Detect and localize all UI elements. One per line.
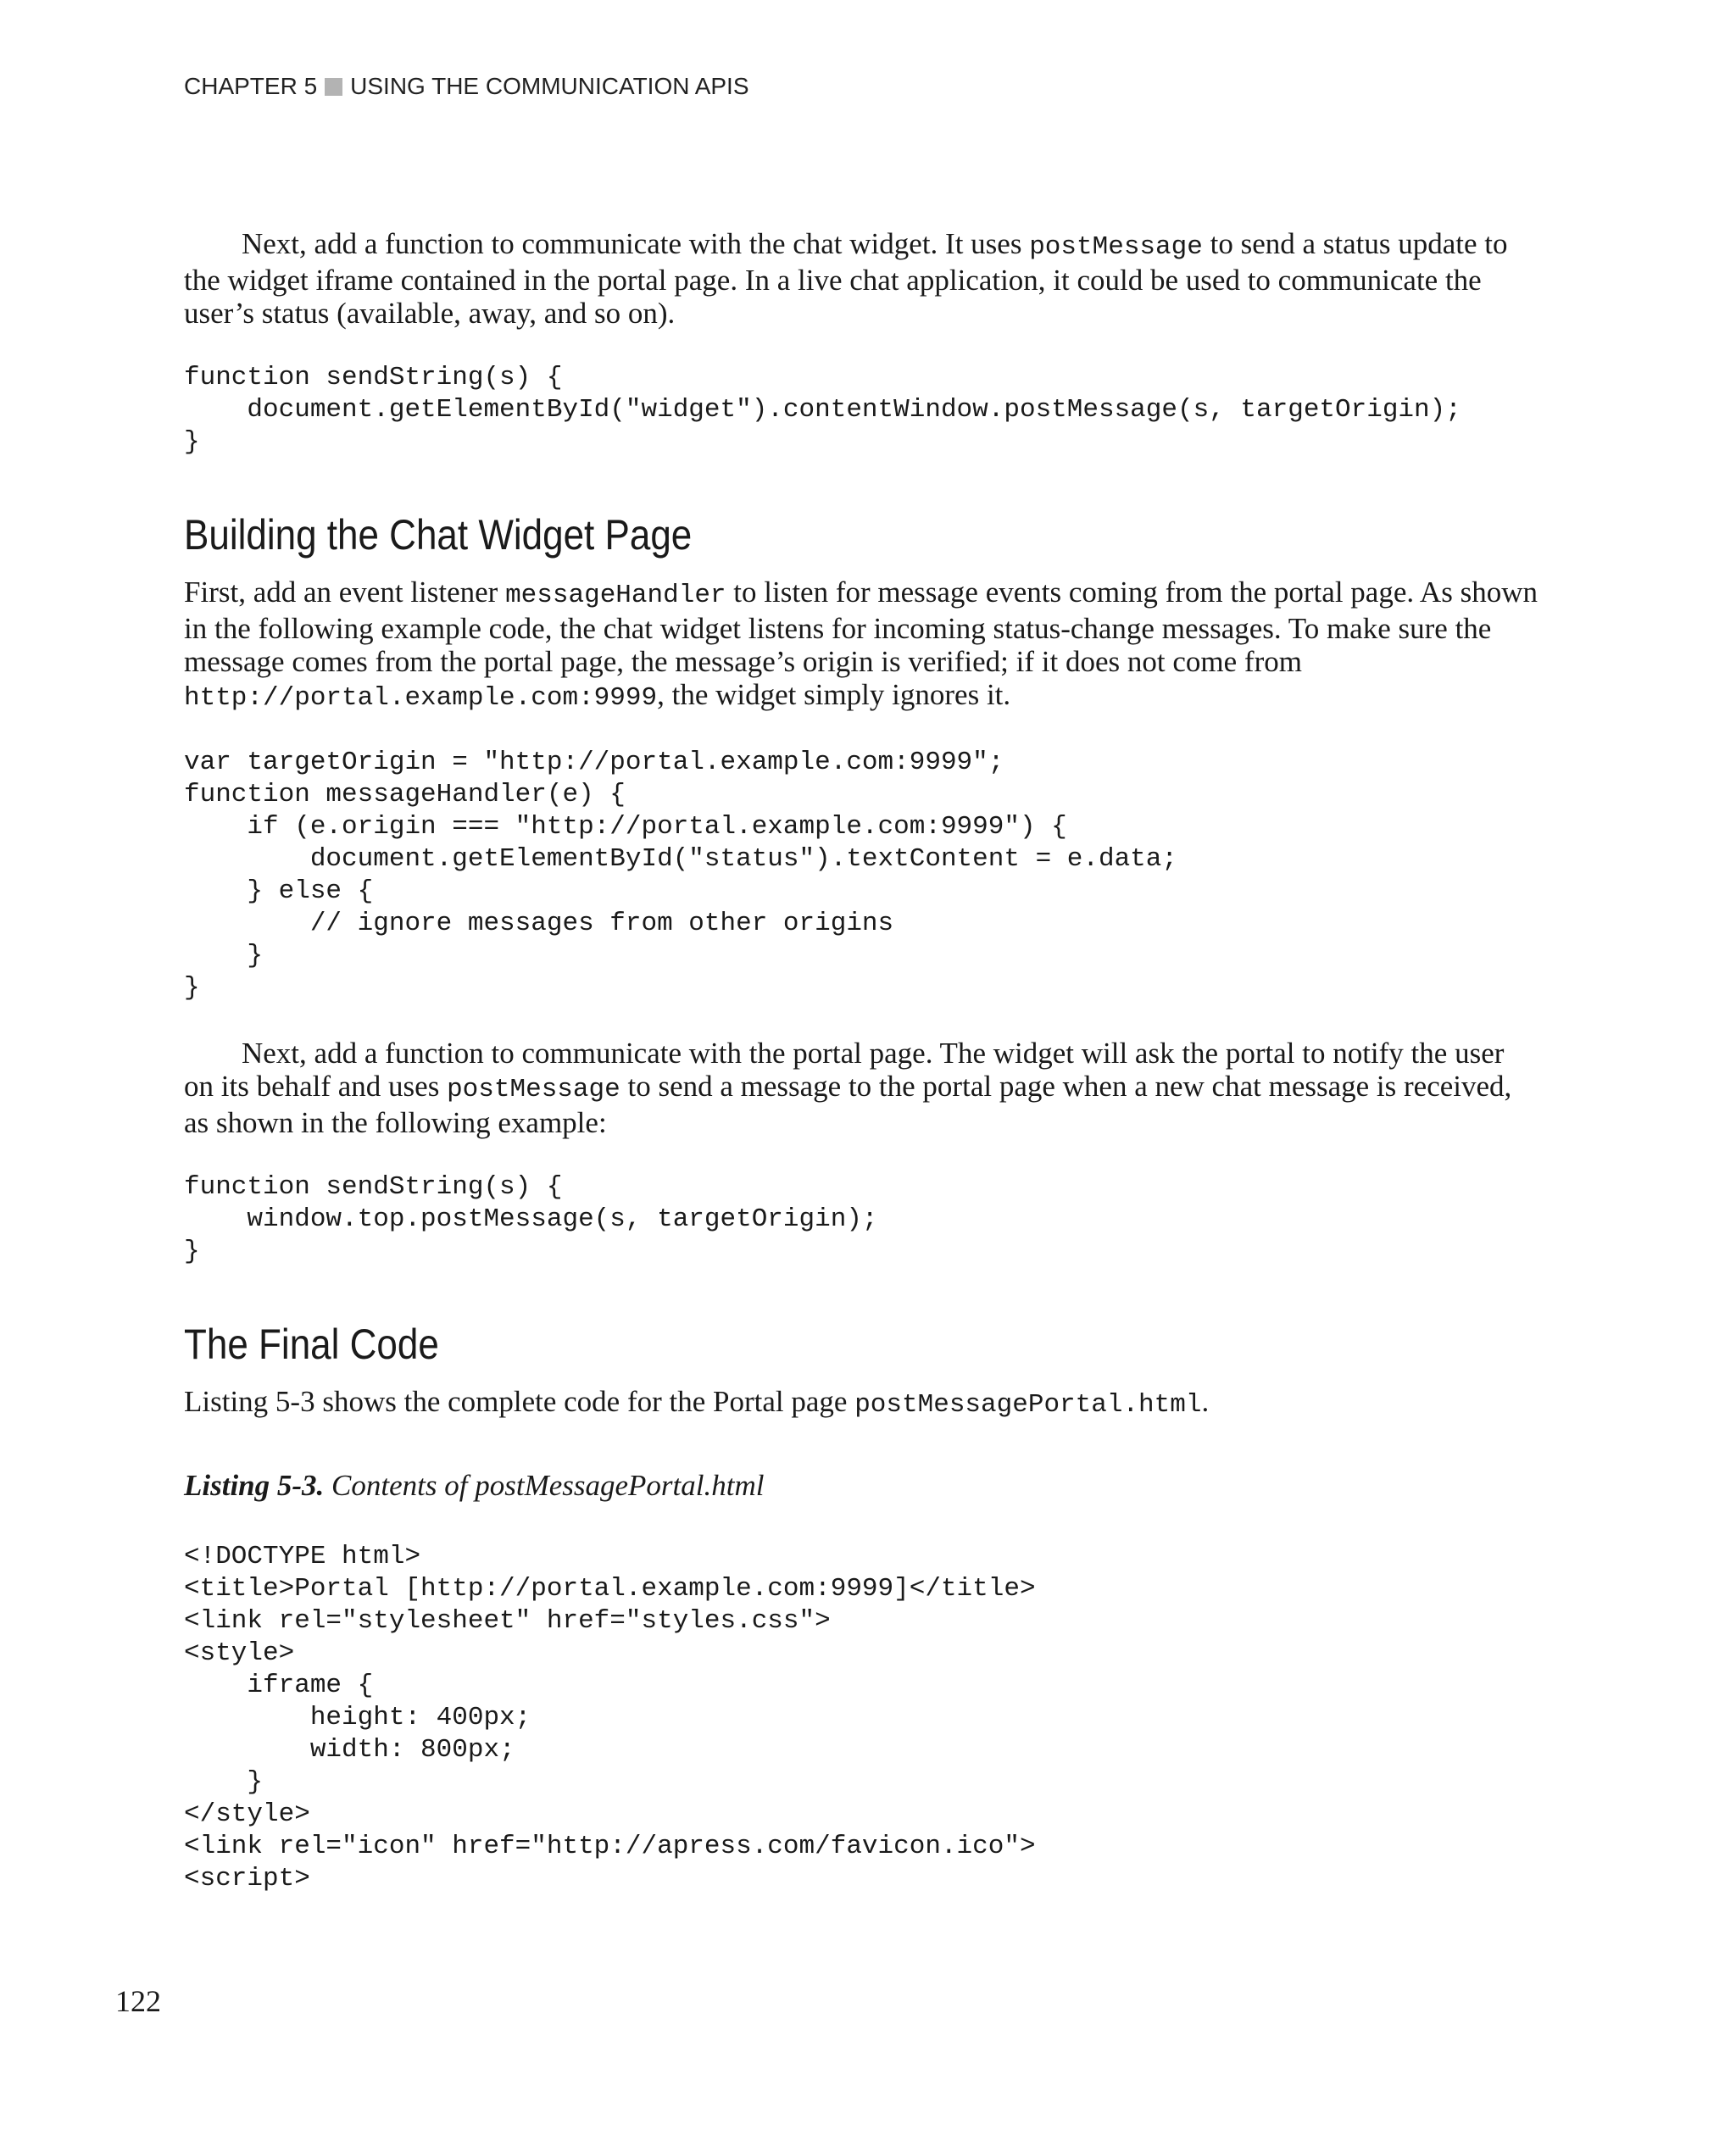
square-separator-icon	[325, 78, 342, 96]
code-block-portal-html: <!DOCTYPE html> <title>Portal [http://portal.example.com:9999]</title> <link rel="stylesheet" href="styles.css"> <style> iframe { height: 400px; width: 800px; } </style> <link rel="icon" href="http://apress.com/favicon.ico"> <script>	[184, 1542, 1036, 1894]
inline-code: messageHandler	[505, 581, 726, 610]
paragraph-event-listener	[184, 576, 1540, 715]
running-head	[184, 73, 749, 100]
text-run: , the widget simply ignores it.	[657, 678, 1011, 711]
listing-caption	[184, 1469, 1540, 1502]
text-run: Listing 5-3 shows the complete code for the Portal page	[184, 1385, 855, 1418]
code-block-sendstring-widget: function sendString(s) { document.getElementById("widget").contentWindow.postMessage(s, targetOrigin); }	[184, 363, 1461, 457]
inline-code: postMessage	[447, 1075, 620, 1104]
text-run: Next, add a function to communicate with the chat widget. It uses	[242, 227, 1030, 260]
text-run: to send a status update to the widget iframe contained in the portal page. In a live chat application, it could be used to communicate the user’s status (available, away, and so on).	[184, 227, 1508, 330]
inline-code: postMessage	[1029, 232, 1203, 262]
listing-label: Listing 5-3.	[184, 1469, 325, 1502]
inline-code: postMessagePortal.html	[854, 1390, 1202, 1420]
text-run: to listen for message events coming from the portal page. As shown in the following example code, the chat widget listens for incoming status-change messages. To make sure the message comes from the portal page, the message’s origin is verified; if it does not come from	[184, 576, 1538, 678]
section-heading-chat-widget: Building the Chat Widget Page	[184, 511, 693, 559]
section-heading-final-code: The Final Code	[184, 1321, 439, 1368]
page-body	[184, 227, 1540, 1895]
paragraph-listing-intro	[184, 1385, 1540, 1421]
text-run: First, add an event listener	[184, 576, 506, 609]
code-block-message-handler: var targetOrigin = "http://portal.example.com:9999"; function messageHandler(e) { if (e.origin === "http://portal.example.com:9999") { document.getElementById("status").textContent = e.data; } else { // ignore messages from other origins } }	[184, 748, 1177, 1003]
page-number: 122	[115, 1984, 161, 2018]
inline-code: http://portal.example.com:9999	[184, 683, 658, 713]
text-run: .	[1201, 1385, 1210, 1418]
paragraph-portal-communication	[184, 1037, 1540, 1139]
paragraph-intro	[184, 227, 1540, 330]
listing-title: Contents of postMessagePortal.html	[324, 1469, 765, 1502]
text-run: Next, add a function to communicate with the portal page. The widget will ask the portal to notify the user on its behalf and uses	[184, 1037, 1505, 1103]
text-run: to send a message to the portal page when a new chat message is received, as shown in the following example:	[184, 1070, 1512, 1139]
chapter-title: USING THE COMMUNICATION APIS	[350, 73, 749, 99]
code-block-sendstring-top: function sendString(s) { window.top.postMessage(s, targetOrigin); }	[184, 1172, 878, 1266]
chapter-label: CHAPTER 5	[184, 73, 318, 99]
